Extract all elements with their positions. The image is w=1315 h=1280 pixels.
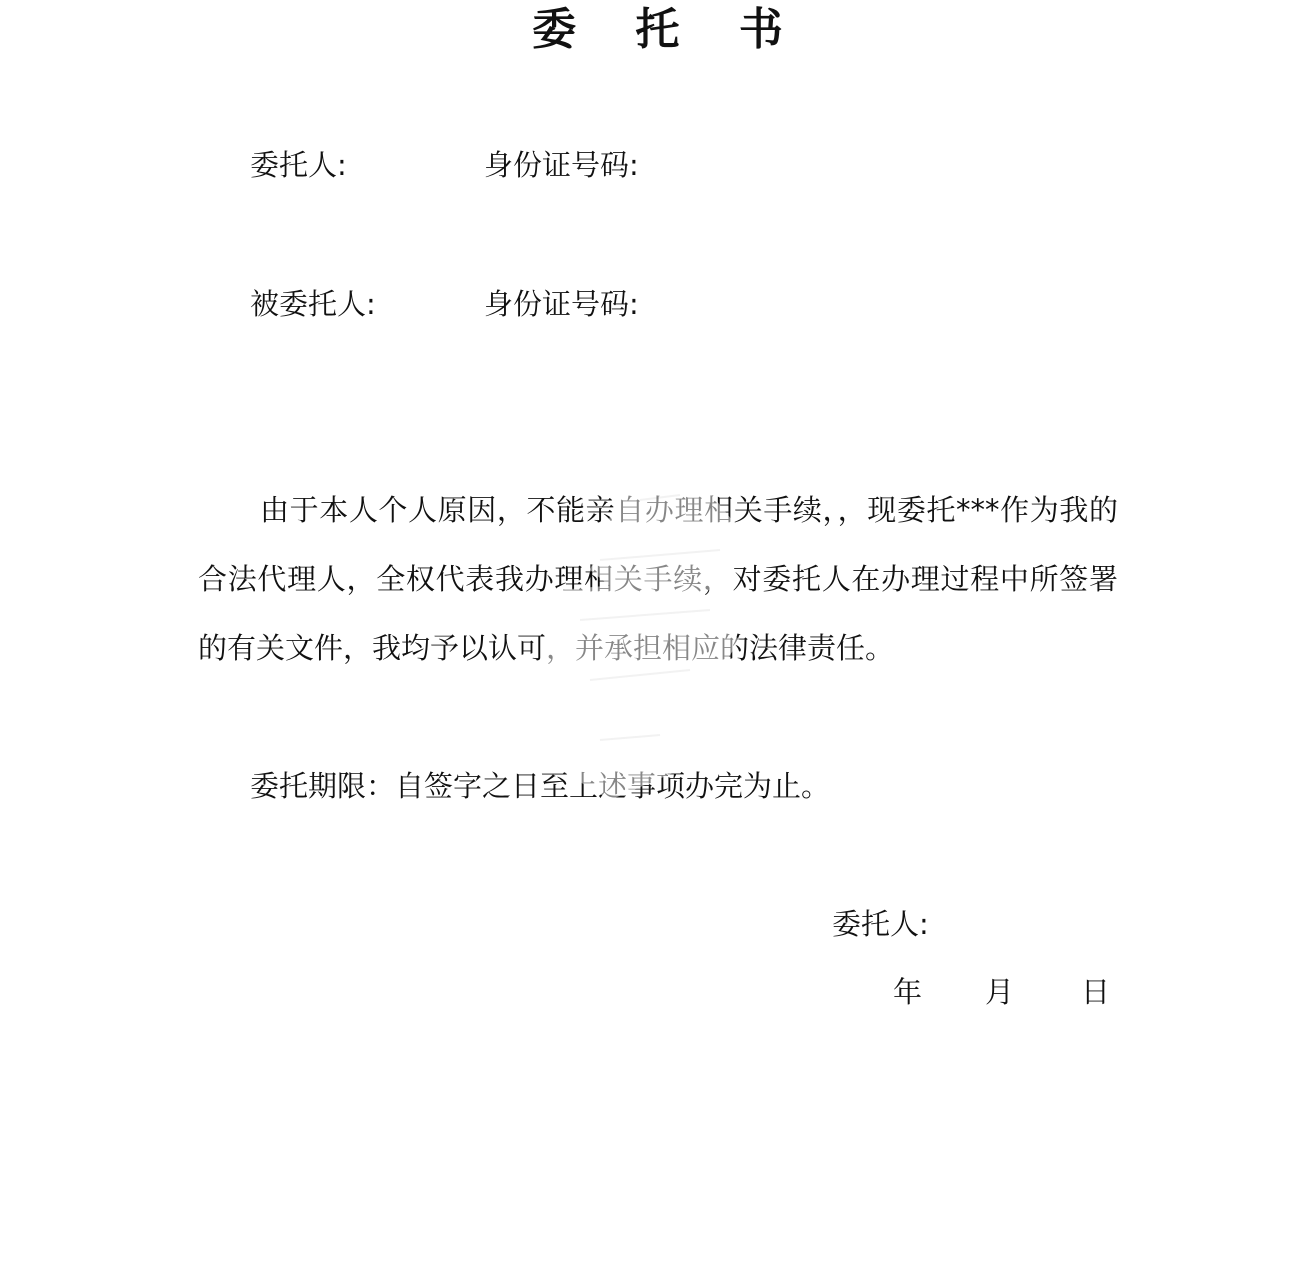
title-char-1: 委 [532, 4, 577, 55]
document-title [0, 2, 1315, 58]
agent-id-label: 身份证号码: [484, 287, 639, 321]
date-year: 年 [893, 975, 923, 1009]
date-day: 日 [1081, 975, 1111, 1009]
agent-label: 被委托人: [250, 287, 376, 321]
term-line: 委托期限：自签字之日至上述事项办完为止。 [250, 769, 831, 803]
date-month: 月 [985, 975, 1015, 1009]
principal-label: 委托人: [250, 148, 347, 182]
title-char-3: 书 [738, 4, 783, 55]
body-paragraph: 由于本人个人原因，不能亲自办理相关手续，，现委托***作为我的合法代理人，全权代表我办理相关手续，对委托人在办理过程中所签署的有关文件，我均予以认可，并承担相应的法律责任。 [198, 493, 1118, 665]
signature-label: 委托人: [832, 907, 929, 941]
principal-id-label: 身份证号码: [484, 148, 639, 182]
title-char-2: 托 [635, 4, 680, 55]
